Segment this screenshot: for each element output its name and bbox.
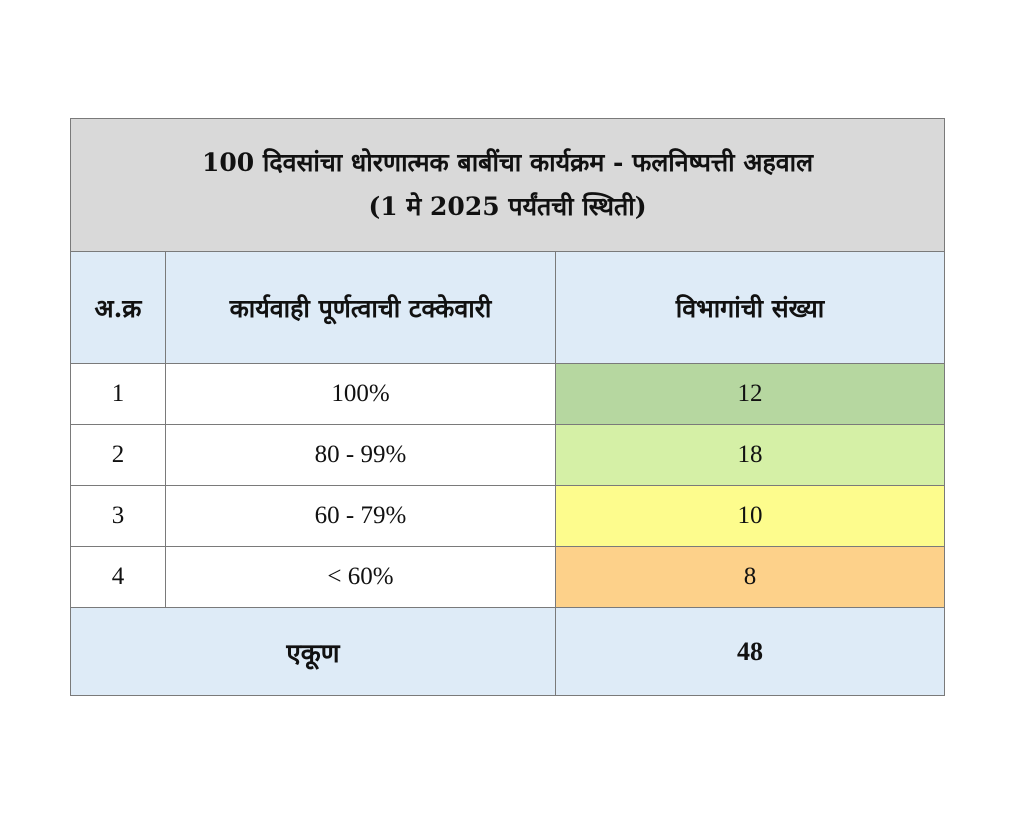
total-value: 48 [556,608,945,696]
table-row [71,547,945,608]
title-row [71,119,945,252]
table-row [71,486,945,547]
header-completion-percentage: कार्यवाही पूर्णत्वाची टक्केवारी [166,252,556,364]
row-serial: 1 [71,364,166,425]
total-label: एकूण [71,608,556,696]
row-serial: 2 [71,425,166,486]
row-completion: 80 - 99% [166,425,556,486]
table-title [71,119,945,252]
row-department-count: 8 [556,547,945,608]
row-department-count: 10 [556,486,945,547]
title-line-2: (1 मे 2025 पर्यंतची स्थिती) [368,192,647,221]
row-completion: < 60% [166,547,556,608]
row-completion: 100% [166,364,556,425]
title-line-1: 100 दिवसांचा धोरणात्मक बाबींचा कार्यक्रम - फलनिष्पत्ती अहवाल [201,148,814,177]
row-department-count: 18 [556,425,945,486]
header-row [71,252,945,364]
outcome-report-table [70,118,945,696]
row-completion: 60 - 79% [166,486,556,547]
row-serial: 4 [71,547,166,608]
header-department-count: विभागांची संख्या [556,252,945,364]
table-row [71,425,945,486]
table-row [71,364,945,425]
header-serial: अ.क्र [71,252,166,364]
row-serial: 3 [71,486,166,547]
total-row [71,608,945,696]
row-department-count: 12 [556,364,945,425]
